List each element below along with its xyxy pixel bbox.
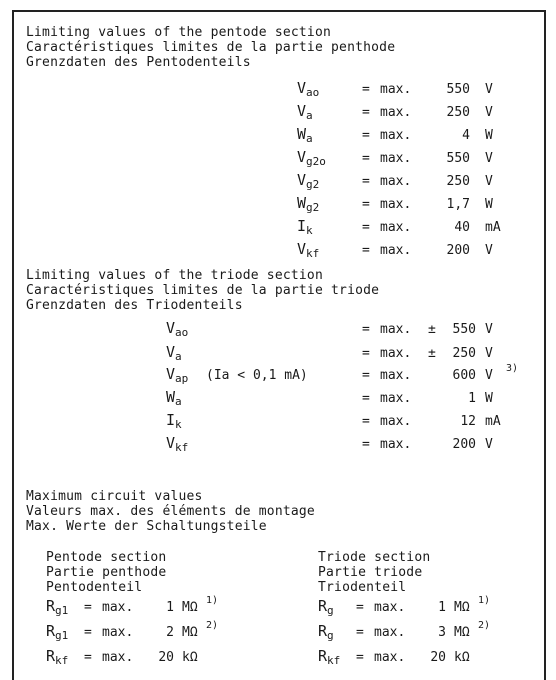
max-label: max. — [380, 105, 412, 120]
max-label: max. — [374, 600, 406, 615]
circuit-unit: kΩ — [454, 650, 470, 665]
equals-sign: = — [362, 414, 370, 429]
pentode-limit-row — [0, 148, 556, 171]
limit-value: 1 — [468, 391, 476, 406]
limit-value: 550 — [452, 322, 476, 337]
equals-sign: = — [362, 368, 370, 383]
symbol — [166, 343, 182, 363]
pentode-heading-fr: Caractéristiques limites de la partie penthode — [26, 40, 396, 55]
symbol-base: I — [297, 217, 307, 235]
symbol-base: R — [318, 647, 328, 665]
triode-limit-row — [0, 343, 556, 366]
triode-limit-row — [0, 363, 556, 388]
symbol-subscript: g1 — [55, 604, 69, 617]
equals-sign: = — [362, 151, 370, 166]
limit-unit: V — [485, 174, 493, 189]
plus-minus: ± — [428, 346, 436, 361]
equals-sign: = — [84, 650, 92, 665]
equals-sign: = — [84, 600, 92, 615]
circuit-triode-row — [318, 647, 548, 670]
symbol-base: R — [46, 647, 56, 665]
symbol — [297, 194, 319, 214]
circuit-triode-row — [318, 620, 548, 645]
max-label: max. — [380, 368, 412, 383]
limit-unit: V — [485, 243, 493, 258]
symbol — [166, 365, 188, 385]
limit-value: 200 — [446, 243, 470, 258]
symbol — [297, 125, 313, 145]
symbol-subscript: kf — [175, 441, 189, 454]
limit-unit: W — [485, 197, 493, 212]
symbol-subscript: g2 — [306, 201, 320, 214]
limit-value: 12 — [460, 414, 476, 429]
symbol-base: V — [166, 343, 176, 361]
equals-sign: = — [84, 625, 92, 640]
circuit-value: 1 — [166, 600, 174, 615]
symbol-subscript: a — [175, 395, 182, 408]
limit-unit: V — [485, 437, 493, 452]
circuit-triode-heading-fr: Partie triode — [318, 565, 423, 580]
limit-unit: V — [485, 82, 493, 97]
pentode-heading-de: Grenzdaten des Pentodenteils — [26, 55, 251, 70]
pentode-limit-row — [0, 217, 556, 240]
symbol-base: V — [166, 319, 176, 337]
limit-value: 250 — [452, 346, 476, 361]
circuit-unit: MΩ — [454, 600, 470, 615]
limit-value: 4 — [462, 128, 470, 143]
max-label: max. — [380, 174, 412, 189]
circuit-unit: MΩ — [182, 625, 198, 640]
equals-sign: = — [362, 391, 370, 406]
max-label: max. — [102, 600, 134, 615]
symbol-base: V — [297, 240, 307, 258]
max-label: max. — [380, 197, 412, 212]
symbol-base: V — [297, 148, 307, 166]
plus-minus: ± — [428, 322, 436, 337]
max-label: max. — [380, 151, 412, 166]
circuit-triode-heading-en: Triode section — [318, 550, 431, 565]
limit-value: 1,7 — [446, 197, 470, 212]
symbol — [166, 434, 188, 454]
circuit-pentode-row — [46, 647, 276, 670]
symbol — [297, 148, 326, 168]
triode-limit-row — [0, 434, 556, 457]
circuit-value: 2 — [166, 625, 174, 640]
footnote-ref: 1) — [478, 595, 491, 606]
symbol-subscript: g — [327, 629, 334, 642]
symbol — [318, 622, 334, 642]
circuit-pentode-row — [46, 595, 276, 620]
symbol-subscript: k — [175, 418, 182, 431]
symbol — [297, 240, 319, 260]
circuit-value: 20 — [158, 650, 174, 665]
symbol-base: V — [297, 171, 307, 189]
circuit-triode-row — [318, 595, 548, 620]
symbol-base: W — [297, 125, 307, 143]
symbol — [166, 388, 182, 408]
equals-sign: = — [362, 322, 370, 337]
symbol — [166, 411, 182, 431]
equals-sign: = — [362, 220, 370, 235]
footnote-ref: 2) — [206, 620, 219, 631]
symbol-subscript: a — [306, 109, 313, 122]
symbol-base: R — [318, 597, 328, 615]
pentode-limit-row — [0, 171, 556, 194]
symbol-subscript: ao — [306, 86, 320, 99]
max-label: max. — [380, 128, 412, 143]
equals-sign: = — [356, 625, 364, 640]
limit-unit: mA — [485, 220, 501, 235]
max-label: max. — [374, 625, 406, 640]
max-label: max. — [374, 650, 406, 665]
triode-limit-row — [0, 319, 556, 342]
circuit-unit: kΩ — [182, 650, 198, 665]
max-label: max. — [380, 243, 412, 258]
symbol-subscript: k — [306, 224, 313, 237]
symbol-base: R — [46, 622, 56, 640]
symbol-base: V — [166, 434, 176, 452]
symbol-base: V — [297, 79, 307, 97]
circuit-unit: MΩ — [454, 625, 470, 640]
triode-limit-row — [0, 411, 556, 434]
max-label: max. — [380, 437, 412, 452]
symbol — [318, 647, 340, 667]
limit-unit: W — [485, 391, 493, 406]
triode-heading-en: Limiting values of the triode section — [26, 268, 323, 283]
symbol — [46, 597, 68, 617]
pentode-limit-row — [0, 240, 556, 263]
limit-value: 40 — [454, 220, 470, 235]
limit-value: 250 — [446, 105, 470, 120]
limit-unit: V — [485, 105, 493, 120]
max-label: max. — [380, 220, 412, 235]
limit-unit: V — [485, 368, 493, 383]
max-label: max. — [102, 650, 134, 665]
limit-unit: V — [485, 151, 493, 166]
equals-sign: = — [362, 197, 370, 212]
max-label: max. — [380, 391, 412, 406]
limit-unit: W — [485, 128, 493, 143]
symbol-subscript: kf — [306, 247, 320, 260]
symbol — [46, 622, 68, 642]
max-label: max. — [102, 625, 134, 640]
symbol-base: V — [297, 102, 307, 120]
triode-heading-de: Grenzdaten des Triodenteils — [26, 298, 243, 313]
pentode-limit-row — [0, 102, 556, 125]
equals-sign: = — [362, 243, 370, 258]
footnote-ref: 2) — [478, 620, 491, 631]
limit-value: 600 — [452, 368, 476, 383]
symbol-subscript: a — [175, 350, 182, 363]
limit-unit: V — [485, 346, 493, 361]
symbol-base: W — [166, 388, 176, 406]
pentode-limit-row — [0, 194, 556, 217]
circuit-value: 1 — [438, 600, 446, 615]
symbol-base: R — [318, 622, 328, 640]
symbol-subscript: ao — [175, 326, 189, 339]
limit-unit: V — [485, 322, 493, 337]
pentode-limit-row — [0, 79, 556, 102]
equals-sign: = — [362, 174, 370, 189]
symbol-subscript: ap — [175, 372, 189, 385]
equals-sign: = — [362, 437, 370, 452]
symbol — [297, 102, 313, 122]
limit-value: 550 — [446, 82, 470, 97]
equals-sign: = — [356, 600, 364, 615]
symbol — [297, 171, 319, 191]
circuit-value: 3 — [438, 625, 446, 640]
equals-sign: = — [356, 650, 364, 665]
equals-sign: = — [362, 128, 370, 143]
circuit-pentode-heading-de: Pentodenteil — [46, 580, 143, 595]
circuit-pentode-row — [46, 620, 276, 645]
equals-sign: = — [362, 82, 370, 97]
circuit-pentode-heading-fr: Partie penthode — [46, 565, 167, 580]
limit-value: 250 — [446, 174, 470, 189]
limit-value: 200 — [452, 437, 476, 452]
footnote-ref: 3) — [506, 363, 519, 374]
symbol-subscript: g1 — [55, 629, 69, 642]
circuit-heading-fr: Valeurs max. des éléments de montage — [26, 504, 315, 519]
symbol-base: I — [166, 411, 176, 429]
limit-value: 550 — [446, 151, 470, 166]
symbol-subscript: g2o — [306, 155, 326, 168]
circuit-heading-de: Max. Werte der Schaltungsteile — [26, 519, 267, 534]
limit-unit: mA — [485, 414, 501, 429]
max-label: max. — [380, 82, 412, 97]
symbol-base: W — [297, 194, 307, 212]
symbol-subscript: g2 — [306, 178, 320, 191]
pentode-heading-en: Limiting values of the pentode section — [26, 25, 332, 40]
equals-sign: = — [362, 105, 370, 120]
symbol-subscript: kf — [327, 654, 341, 667]
triode-limit-row — [0, 388, 556, 411]
footnote-ref: 1) — [206, 595, 219, 606]
circuit-pentode-heading-en: Pentode section — [46, 550, 167, 565]
symbol-subscript: a — [306, 132, 313, 145]
symbol-base: R — [46, 597, 56, 615]
max-label: max. — [380, 322, 412, 337]
symbol — [166, 319, 188, 339]
circuit-unit: MΩ — [182, 600, 198, 615]
symbol — [318, 597, 334, 617]
circuit-value: 20 — [430, 650, 446, 665]
symbol — [297, 79, 319, 99]
circuit-heading-en: Maximum circuit values — [26, 489, 203, 504]
max-label: max. — [380, 346, 412, 361]
symbol — [46, 647, 68, 667]
symbol-base: V — [166, 365, 176, 383]
circuit-triode-heading-de: Triodenteil — [318, 580, 407, 595]
symbol-subscript: kf — [55, 654, 69, 667]
symbol — [297, 217, 313, 237]
equals-sign: = — [362, 346, 370, 361]
triode-heading-fr: Caractéristiques limites de la partie triode — [26, 283, 380, 298]
symbol-subscript: g — [327, 604, 334, 617]
condition: (Ia < 0,1 mA) — [206, 368, 308, 383]
pentode-limit-row — [0, 125, 556, 148]
max-label: max. — [380, 414, 412, 429]
